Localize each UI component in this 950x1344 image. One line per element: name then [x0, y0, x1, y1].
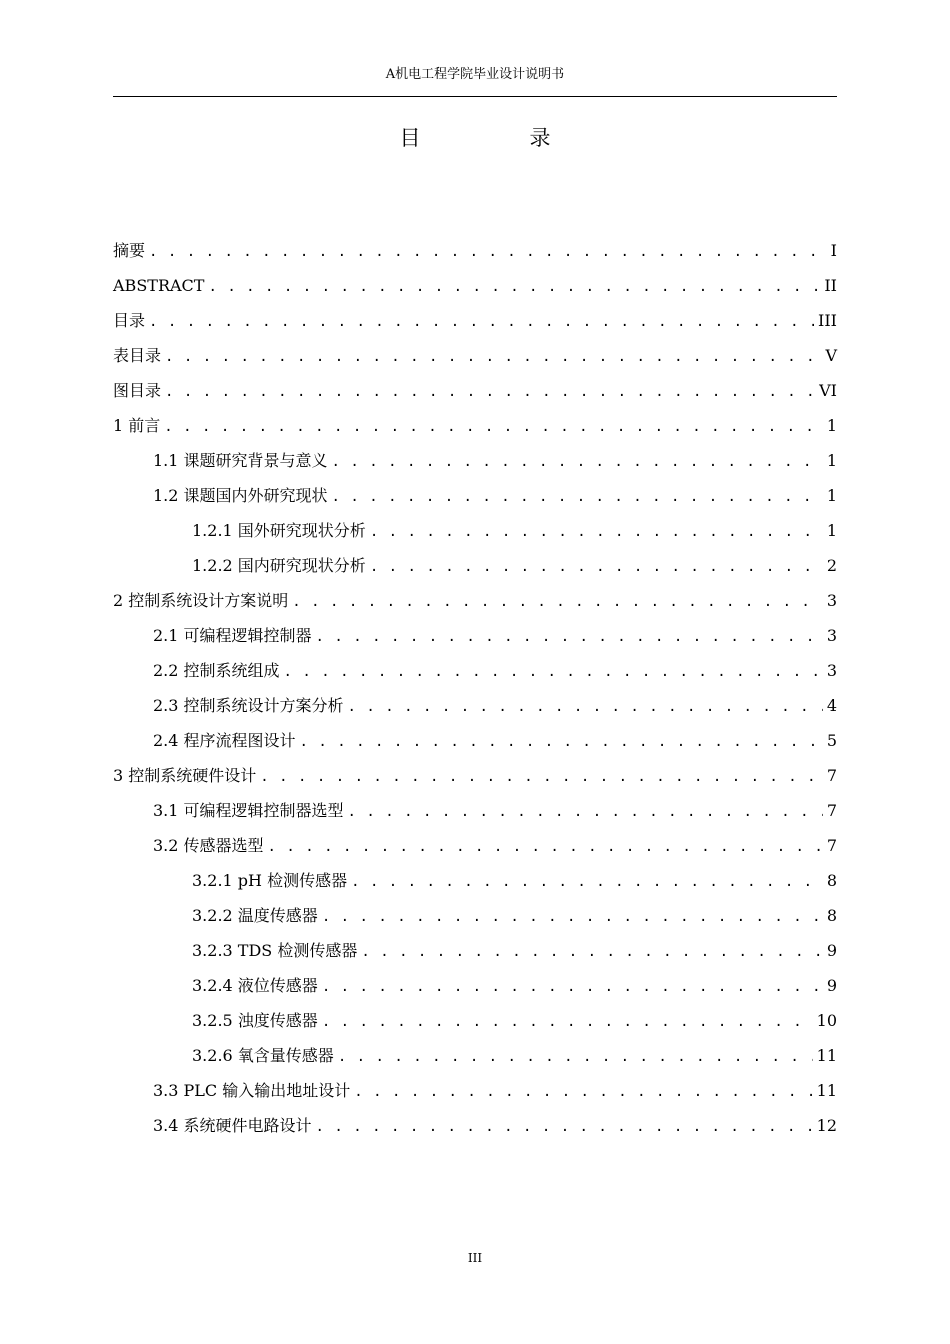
dot-leader	[351, 865, 823, 900]
dot-leader	[284, 655, 823, 690]
toc-entry-label: 3 控制系统硬件设计	[113, 766, 257, 785]
toc-entry-label: 图目录	[113, 381, 162, 400]
page-number: III	[467, 1251, 483, 1265]
toc-entry[interactable]	[113, 548, 837, 583]
toc-entry-page: 3	[826, 591, 837, 610]
toc-entry[interactable]	[113, 513, 837, 548]
toc-entry-page: V	[825, 346, 837, 365]
toc-entry-page: 10	[816, 1011, 837, 1030]
dot-leader	[338, 1040, 813, 1075]
toc-entry-label: 2.2 控制系统组成	[153, 661, 280, 680]
table-of-contents	[113, 233, 837, 1143]
toc-entry-page: 12	[816, 1116, 837, 1135]
toc-entry[interactable]	[113, 968, 837, 1003]
toc-entry-page: 5	[826, 731, 837, 750]
toc-entry-page: 8	[826, 871, 837, 890]
dot-leader	[316, 620, 823, 655]
dot-leader	[322, 900, 823, 935]
toc-entry[interactable]	[113, 1108, 837, 1143]
dot-leader	[260, 760, 823, 795]
toc-entry-label: 摘要	[113, 241, 146, 260]
dot-leader	[316, 1110, 813, 1145]
dot-leader	[165, 375, 815, 410]
toc-entry[interactable]	[113, 1038, 837, 1073]
toc-entry-page: 7	[826, 801, 837, 820]
dot-leader	[370, 515, 823, 550]
toc-entry-label: 1 前言	[113, 416, 161, 435]
toc-entry-label: 3.2.4 液位传感器	[192, 976, 318, 995]
toc-entry-page: 1	[826, 486, 837, 505]
toc-entry-page: 9	[826, 976, 837, 995]
toc-entry-label: 1.2 课题国内外研究现状	[153, 486, 328, 505]
dot-leader	[322, 1005, 813, 1040]
toc-entry[interactable]	[113, 933, 837, 968]
toc-entry[interactable]	[113, 828, 837, 863]
dot-leader	[268, 830, 823, 865]
dot-leader	[354, 1075, 812, 1110]
toc-entry[interactable]	[113, 583, 837, 618]
toc-entry[interactable]	[113, 408, 837, 443]
toc-entry[interactable]	[113, 443, 837, 478]
dot-leader	[370, 550, 823, 585]
toc-entry[interactable]	[113, 233, 837, 268]
dot-leader	[149, 235, 827, 270]
toc-entry-page: III	[818, 311, 837, 330]
toc-entry[interactable]	[113, 268, 837, 303]
header-rule	[113, 96, 837, 97]
toc-entry-page: 1	[826, 451, 837, 470]
toc-entry-label: 2.4 程序流程图设计	[153, 731, 296, 750]
toc-entry-page: 1	[826, 521, 837, 540]
toc-entry-page: 9	[826, 941, 837, 960]
dot-leader	[332, 480, 823, 515]
dot-leader	[149, 305, 814, 340]
toc-entry-label: 目录	[113, 311, 146, 330]
toc-entry-label: 3.3 PLC 输入输出地址设计	[153, 1081, 351, 1100]
toc-entry-label: 1.1 课题研究背景与意义	[153, 451, 328, 470]
dot-leader	[300, 725, 823, 760]
toc-entry[interactable]	[113, 338, 837, 373]
toc-entry-page: 1	[826, 416, 837, 435]
page-title: 目 录	[399, 126, 595, 150]
toc-entry-label: 3.1 可编程逻辑控制器选型	[153, 801, 344, 820]
dot-leader	[361, 935, 822, 970]
toc-entry-label: 3.2.6 氧含量传感器	[192, 1046, 334, 1065]
toc-entry[interactable]	[113, 653, 837, 688]
toc-entry-page: VI	[819, 381, 837, 400]
toc-entry[interactable]	[113, 1003, 837, 1038]
dot-leader	[322, 970, 823, 1005]
toc-entry[interactable]	[113, 618, 837, 653]
toc-entry-label: 1.2.1 国外研究现状分析	[192, 521, 366, 540]
toc-entry-page: II	[824, 276, 837, 295]
toc-entry-page: 3	[826, 626, 837, 645]
toc-entry-label: ABSTRACT	[113, 276, 205, 295]
toc-entry-label: 表目录	[113, 346, 162, 365]
toc-entry-page: 2	[826, 556, 837, 575]
toc-entry-label: 2 控制系统设计方案说明	[113, 591, 289, 610]
toc-entry-page: 8	[826, 906, 837, 925]
dot-leader	[164, 410, 823, 445]
toc-entry[interactable]	[113, 758, 837, 793]
toc-entry-label: 1.2.2 国内研究现状分析	[192, 556, 366, 575]
dot-leader	[348, 795, 823, 830]
toc-entry-label: 2.3 控制系统设计方案分析	[153, 696, 344, 715]
toc-entry-page: 3	[826, 661, 837, 680]
toc-entry-label: 3.4 系统硬件电路设计	[153, 1116, 312, 1135]
toc-entry[interactable]	[113, 478, 837, 513]
toc-entry-page: 7	[826, 766, 837, 785]
toc-entry[interactable]	[113, 793, 837, 828]
toc-entry-page: 7	[826, 836, 837, 855]
toc-entry-page: 4	[826, 696, 837, 715]
toc-entry-page: I	[830, 241, 837, 260]
dot-leader	[292, 585, 823, 620]
toc-entry[interactable]	[113, 723, 837, 758]
toc-entry-label: 3.2.3 TDS 检测传感器	[192, 941, 358, 960]
toc-entry[interactable]	[113, 863, 837, 898]
toc-entry[interactable]	[113, 1073, 837, 1108]
dot-leader	[348, 690, 823, 725]
toc-entry[interactable]	[113, 303, 837, 338]
toc-entry-label: 3.2.5 浊度传感器	[192, 1011, 318, 1030]
toc-entry-label: 3.2 传感器选型	[153, 836, 264, 855]
dot-leader	[165, 340, 821, 375]
toc-entry-label: 3.2.1 pH 检测传感器	[192, 871, 348, 890]
toc-entry-page: 11	[816, 1081, 837, 1100]
toc-entry[interactable]	[113, 688, 837, 723]
dot-leader	[208, 270, 820, 305]
toc-entry-page: 11	[816, 1046, 837, 1065]
page-header: A机电工程学院毕业设计说明书	[385, 67, 565, 82]
toc-entry[interactable]	[113, 373, 837, 408]
toc-entry-label: 3.2.2 温度传感器	[192, 906, 318, 925]
toc-entry[interactable]	[113, 898, 837, 933]
dot-leader	[332, 445, 823, 480]
toc-entry-label: 2.1 可编程逻辑控制器	[153, 626, 312, 645]
